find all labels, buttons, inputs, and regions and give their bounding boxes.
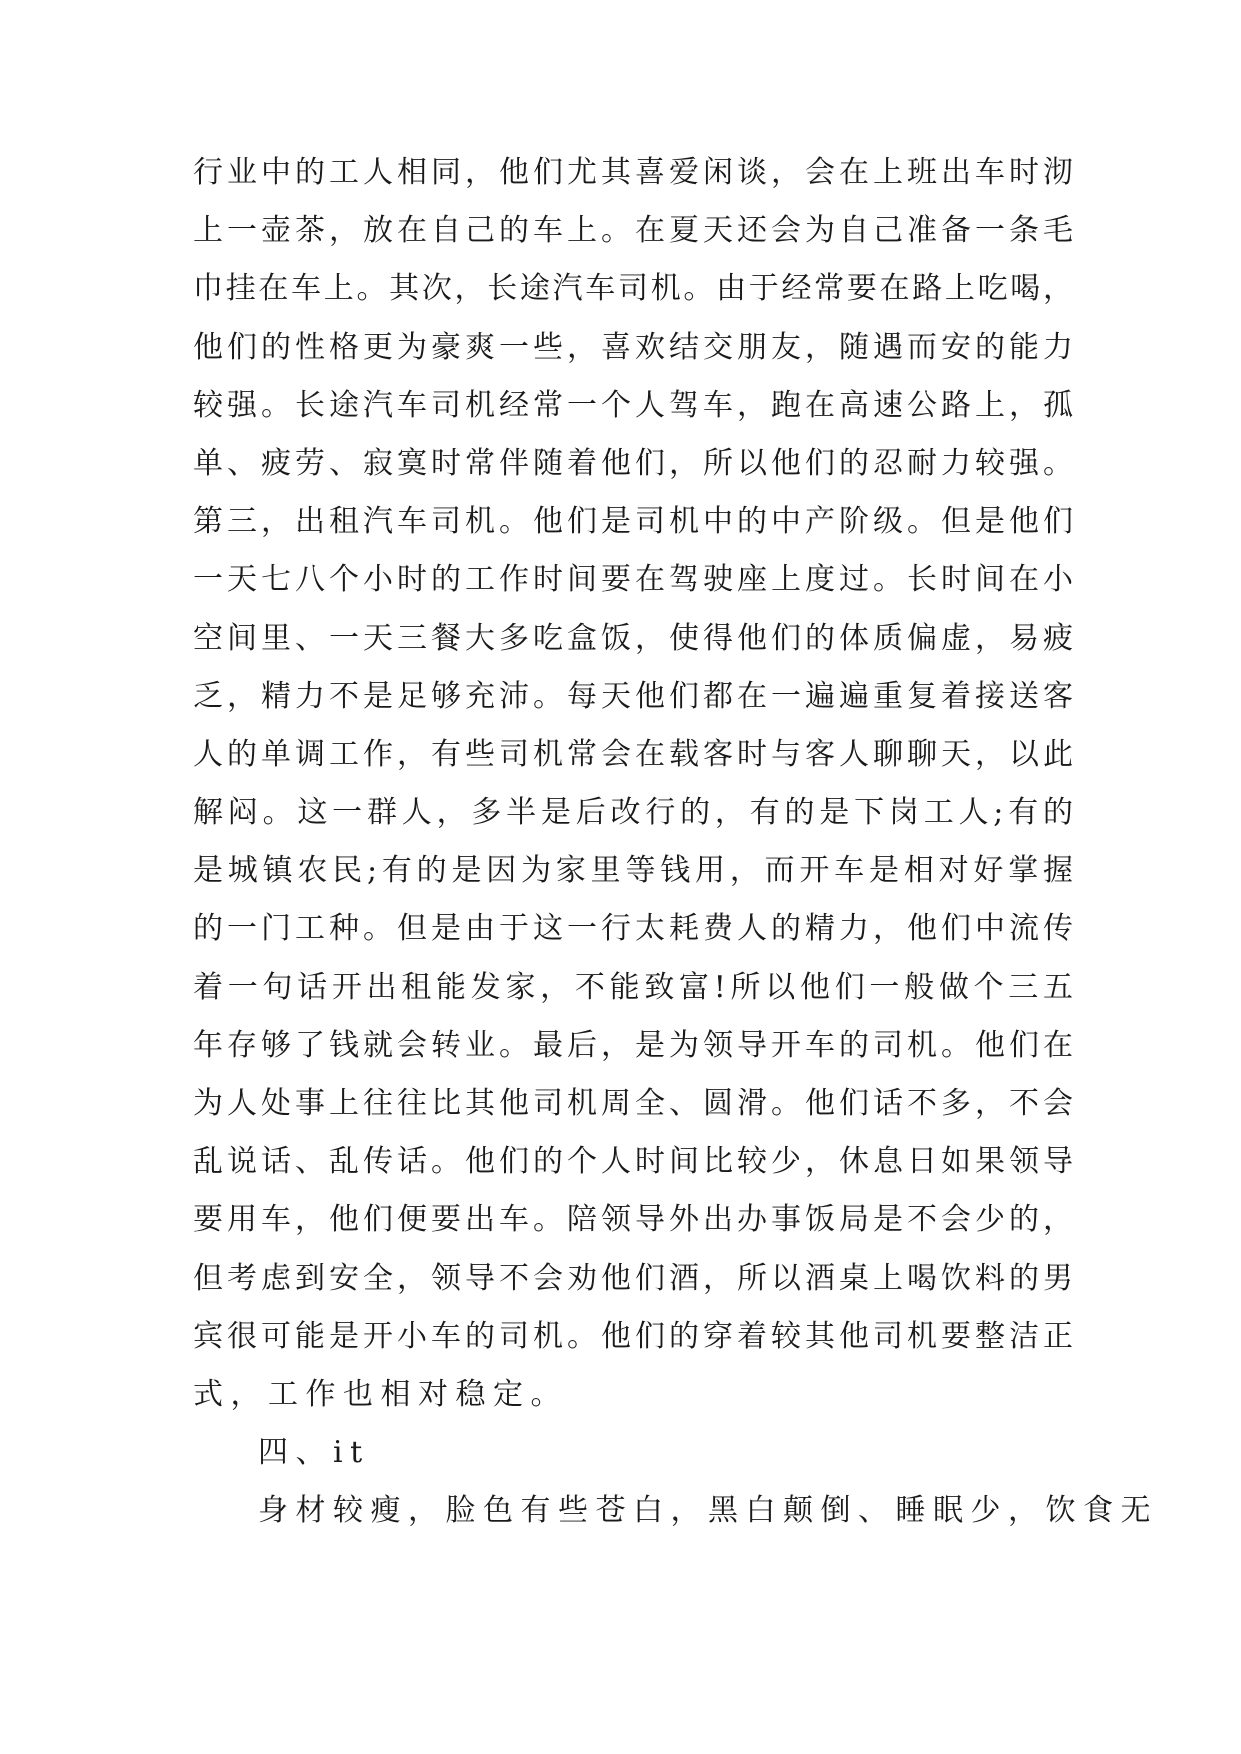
text-line: 巾挂在车上。其次，长途汽车司机。由于经常要在路上吃喝，	[193, 271, 1073, 307]
text-line: 他们的性格更为豪爽一些，喜欢结交朋友，随遇而安的能力	[193, 329, 1073, 365]
text-line: 要用车，他们便要出车。陪领导外出办事饭局是不会少的，	[193, 1202, 1073, 1238]
text-line: 年存够了钱就会转业。最后，是为领导开车的司机。他们在	[193, 1027, 1073, 1063]
text-line: 宾很可能是开小车的司机。他们的穿着较其他司机要整洁正	[193, 1318, 1073, 1354]
text-line: 是城镇农民;有的是因为家里等钱用，而开车是相对好掌握	[193, 853, 1073, 889]
text-line: 较强。长途汽车司机经常一个人驾车，跑在高速公路上，孤	[193, 387, 1073, 423]
text-line: 乱说话、乱传话。他们的个人时间比较少，休息日如果领导	[193, 1144, 1073, 1180]
text-line: 着一句话开出租能发家，不能致富!所以他们一般做个三五	[193, 969, 1073, 1005]
text-line: 单、疲劳、寂寞时常伴随着他们，所以他们的忍耐力较强。	[193, 445, 1073, 481]
text-line: 人的单调工作，有些司机常会在载客时与客人聊聊天，以此	[193, 736, 1073, 772]
text-line: 为人处事上往往比其他司机周全、圆滑。他们话不多，不会	[193, 1086, 1073, 1121]
text-line: 的一门工种。但是由于这一行太耗费人的精力，他们中流传	[193, 911, 1073, 947]
text-line: 上一壶茶，放在自己的车上。在夏天还会为自己准备一条毛	[193, 213, 1073, 249]
text-line: 但考虑到安全，领导不会劝他们酒，所以酒桌上喝饮料的男	[193, 1260, 1073, 1296]
body-text	[193, 155, 1158, 1555]
text-line: 空间里、一天三餐大多吃盒饭，使得他们的体质偏虚，易疲	[193, 620, 1073, 656]
text-line: 乏，精力不是足够充沛。每天他们都在一遍遍重复着接送客	[193, 678, 1073, 714]
paragraph-first-line: 身材较瘦，脸色有些苍白，黑白颠倒、睡眠少，饮食无	[258, 1493, 1158, 1529]
text-line: 第三，出租汽车司机。他们是司机中的中产阶级。但是他们	[193, 504, 1073, 540]
text-line: 行业中的工人相同，他们尤其喜爱闲谈，会在上班出车时沏	[193, 155, 1073, 190]
text-line: 解闷。这一群人，多半是后改行的，有的是下岗工人;有的	[193, 795, 1073, 831]
text-line: 一天七八个小时的工作时间要在驾驶座上度过。长时间在小	[193, 562, 1073, 598]
text-line-paragraph-end: 式，工作也相对稳定。	[193, 1376, 568, 1412]
section-heading: 四、it	[258, 1435, 370, 1471]
